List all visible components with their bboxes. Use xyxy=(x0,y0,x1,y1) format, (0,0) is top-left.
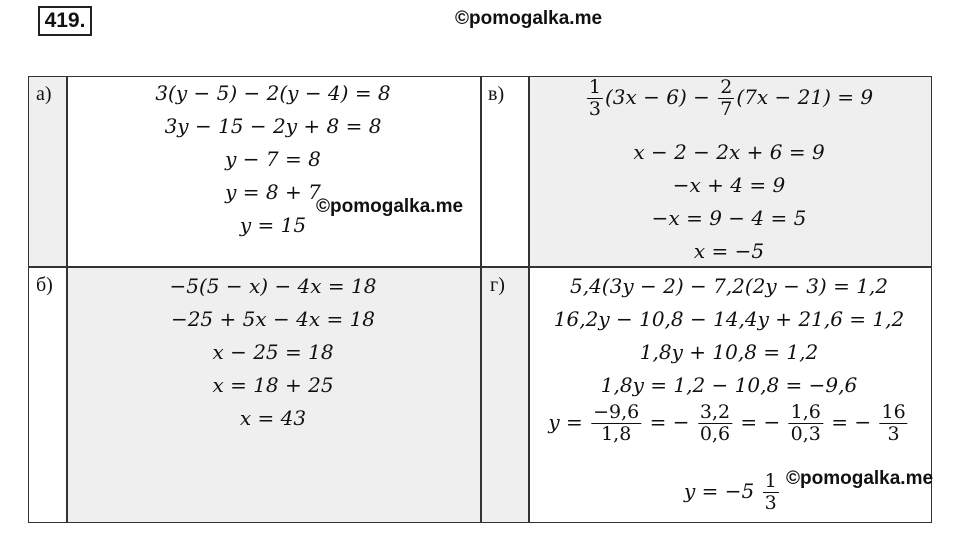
watermark-a: ©pomogalka.me xyxy=(316,196,464,217)
divider-v1 xyxy=(66,77,68,522)
frac-g-4 xyxy=(879,402,907,445)
frac-g-1 xyxy=(591,402,641,445)
eq-v-3: −x + 4 = 9 xyxy=(672,173,786,197)
eq-g-3: 1,8y + 10,8 = 1,2 xyxy=(639,340,819,364)
frac-g-4-num: 16 xyxy=(881,401,906,423)
frac-g-2-num: 3,2 xyxy=(699,401,731,423)
label-g: г) xyxy=(490,274,505,296)
eq-g-1: 5,4(3y − 2) − 7,2(2y − 3) = 1,2 xyxy=(569,274,889,298)
eq-g-4: 1,8y = 1,2 − 10,8 = −9,6 xyxy=(600,373,858,397)
label-a: а) xyxy=(36,83,52,105)
eq-a-1: 3(y − 5) − 2(y − 4) = 8 xyxy=(155,81,391,105)
label-b: б) xyxy=(36,274,53,296)
eq-v-4: −x = 9 − 4 = 5 xyxy=(651,206,807,230)
divider-v3 xyxy=(528,77,530,522)
divider-h xyxy=(29,266,931,268)
frac-v-1-den: 3 xyxy=(588,98,601,120)
frac-g-4-den: 3 xyxy=(887,423,900,445)
eq-a-5: y = 15 xyxy=(239,213,307,237)
frac-g-2-den: 0,6 xyxy=(699,423,731,445)
eq-a-4: y = 8 + 7 xyxy=(225,180,321,204)
eq-g-5-op3: = − xyxy=(831,410,872,434)
frac-v-2-num: 2 xyxy=(720,76,733,98)
eq-b-1: −5(5 − x) − 4x = 18 xyxy=(169,274,377,298)
frac-g-3-num: 1,6 xyxy=(790,401,821,423)
watermark-g: ©pomogalka.me xyxy=(786,468,934,489)
eq-v-5: x = −5 xyxy=(693,239,765,263)
solution-table xyxy=(28,76,932,523)
eq-b-3: x − 25 = 18 xyxy=(212,340,334,364)
frac-g-1-num: −9,6 xyxy=(593,401,640,423)
eq-v-2: x − 2 − 2x + 6 = 9 xyxy=(633,140,825,164)
frac-g-2 xyxy=(698,402,732,445)
shade-g-label xyxy=(481,267,529,522)
frac-g-3-den: 0,3 xyxy=(790,423,821,445)
frac-v-2-den: 7 xyxy=(720,98,733,120)
eq-g-5 xyxy=(548,402,909,445)
divider-v2 xyxy=(480,77,482,522)
eq-b-2: −25 + 5x − 4x = 18 xyxy=(170,307,376,331)
eq-v-1-mid: (3x − 6) − xyxy=(604,85,710,109)
eq-g-6 xyxy=(684,471,781,514)
frac-g-1-den: 1,8 xyxy=(601,423,632,445)
eq-a-2: 3y − 15 − 2y + 8 = 8 xyxy=(164,114,382,138)
frac-g-answer xyxy=(763,471,779,514)
eq-g-6-lhs: y = −5 xyxy=(684,479,755,503)
eq-g-5-lhs: y = xyxy=(548,410,583,434)
eq-v-1-tail: (7x − 21) = 9 xyxy=(736,85,874,109)
problem-number: 419. xyxy=(38,6,92,36)
frac-v-1 xyxy=(587,77,603,120)
frac-g-3 xyxy=(789,402,823,445)
frac-v-2 xyxy=(718,77,734,120)
eq-g-5-op2: = − xyxy=(740,410,781,434)
frac-g-answer-den: 3 xyxy=(764,492,777,514)
eq-a-3: y − 7 = 8 xyxy=(225,147,321,171)
label-v: в) xyxy=(488,83,505,105)
eq-b-5: x = 43 xyxy=(239,406,307,430)
eq-b-4: x = 18 + 25 xyxy=(212,373,334,397)
eq-g-5-op1: = − xyxy=(649,410,690,434)
eq-v-1 xyxy=(585,77,873,120)
watermark-top: ©pomogalka.me xyxy=(455,8,603,29)
frac-v-1-num: 1 xyxy=(588,76,601,98)
eq-g-2: 16,2y − 10,8 − 14,4y + 21,6 = 1,2 xyxy=(553,307,905,331)
frac-g-answer-num: 1 xyxy=(764,470,777,492)
